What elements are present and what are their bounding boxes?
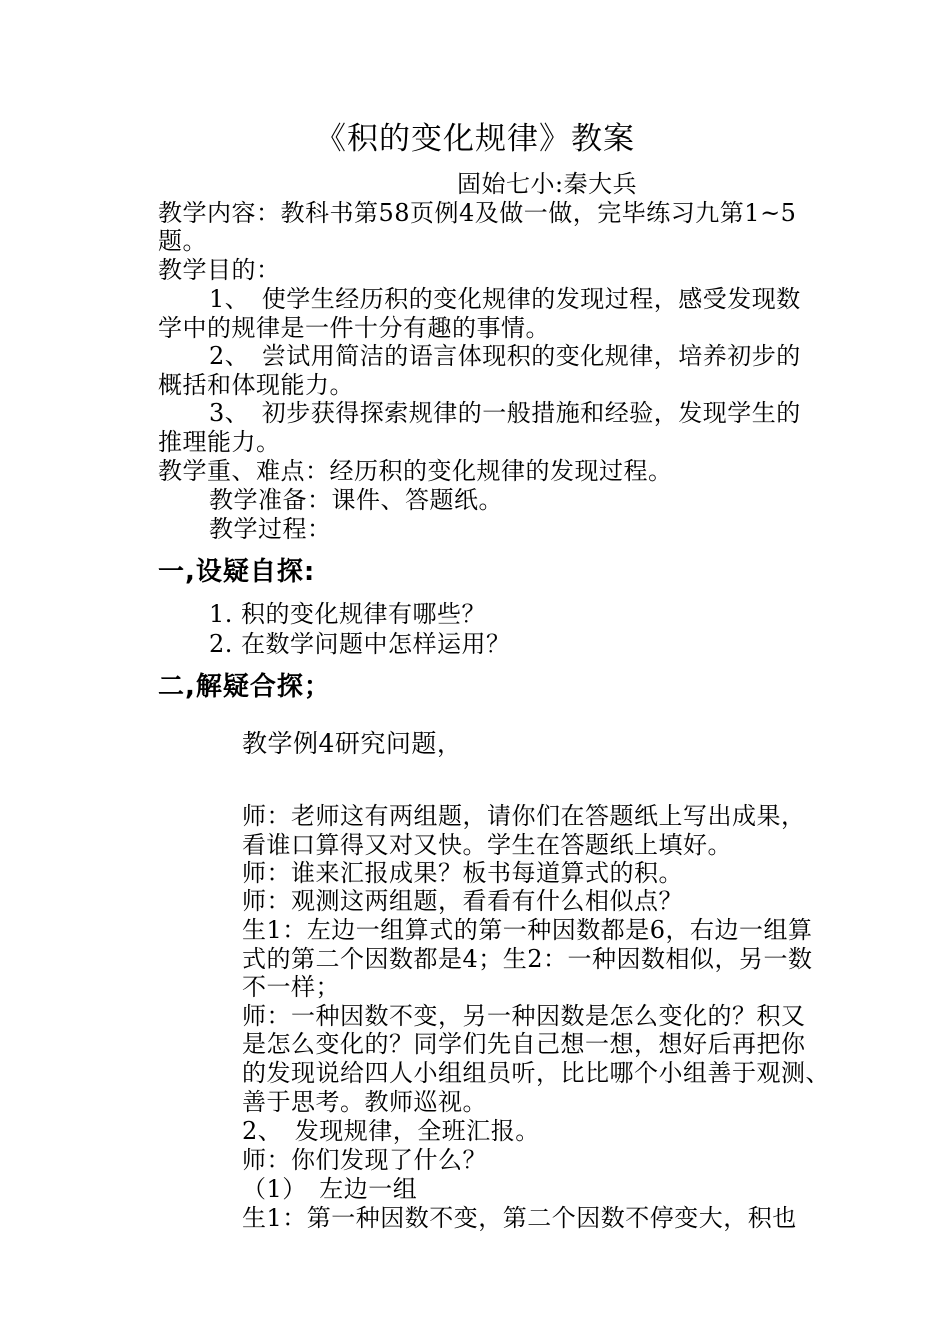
objective-2-line-2: 概括和体现能力。 (158, 371, 354, 399)
key-points: 教学重、难点：经历积的变化规律的发现过程。 (158, 457, 673, 485)
section-2-intro: 教学例4研究问题， (242, 729, 463, 758)
section-2-line-12: 2、 发现规律，全班汇报。 (242, 1117, 540, 1145)
objective-3-line-1: 3、 初步获得探索规律的一般措施和经验，发现学生的 (209, 399, 801, 427)
section-2-line-9: 是怎么变化的？同学们先自己想一想，想好后再把你 (242, 1030, 806, 1058)
section-2-line-13: 师：你们发现了什么？ (242, 1146, 487, 1174)
section-2-line-4: 师：观测这两组题，看看有什么相似点？ (242, 887, 683, 915)
section-2-line-1: 师：老师这有两组题，请你们在答题纸上写出成果， (242, 802, 806, 830)
document-title: 《积的变化规律》教案 (315, 121, 635, 157)
content-line-2: 题。 (158, 227, 207, 255)
section-2-line-11: 善于思考。教师巡视。 (242, 1088, 487, 1116)
content-line-1: 教学内容：教科书第58页例4及做一做，完毕练习九第1~5 (158, 199, 797, 227)
section-1-heading: 一,设疑自探: (158, 557, 316, 587)
objectives-label: 教学目的： (158, 256, 281, 284)
objective-2-line-1: 2、 尝试用简洁的语言体现积的变化规律，培养初步的 (209, 342, 801, 370)
author-line: 固始七小:秦大兵 (457, 170, 638, 198)
preparation: 教学准备：课件、答题纸。 (209, 486, 503, 514)
section-2-line-14: （1） 左边一组 (242, 1175, 418, 1203)
section-1-question-1: 1. 积的变化规律有哪些？ (209, 600, 487, 628)
section-2-line-15: 生1：第一种因数不变，第二个因数不停变大，积也 (242, 1204, 797, 1232)
section-2-line-3: 师：谁来汇报成果？板书每道算式的积。 (242, 859, 683, 887)
section-2-line-7: 不一样； (242, 973, 340, 1001)
section-2-line-8: 师：一种因数不变，另一种因数是怎么变化的？积又 (242, 1002, 806, 1030)
process-label: 教学过程： (209, 515, 332, 543)
section-2-line-6: 式的第二个因数都是4；生2：一种因数相似，另一数 (242, 945, 813, 973)
section-2-line-5: 生1：左边一组算式的第一种因数都是6，右边一组算 (242, 916, 813, 944)
section-1-question-2: 2. 在数学问题中怎样运用？ (209, 630, 511, 658)
section-2-heading: 二,解疑合探； (158, 672, 331, 702)
objective-1-line-2: 学中的规律是一件十分有趣的事情。 (158, 314, 550, 342)
objective-1-line-1: 1、 使学生经历积的变化规律的发现过程，感受发现数 (209, 285, 801, 313)
section-2-line-2: 看谁口算得又对又快。学生在答题纸上填好。 (242, 831, 732, 859)
section-2-line-10: 的发现说给四人小组组员听，比比哪个小组善于观测、 (242, 1059, 830, 1087)
objective-3-line-2: 推理能力。 (158, 428, 281, 456)
